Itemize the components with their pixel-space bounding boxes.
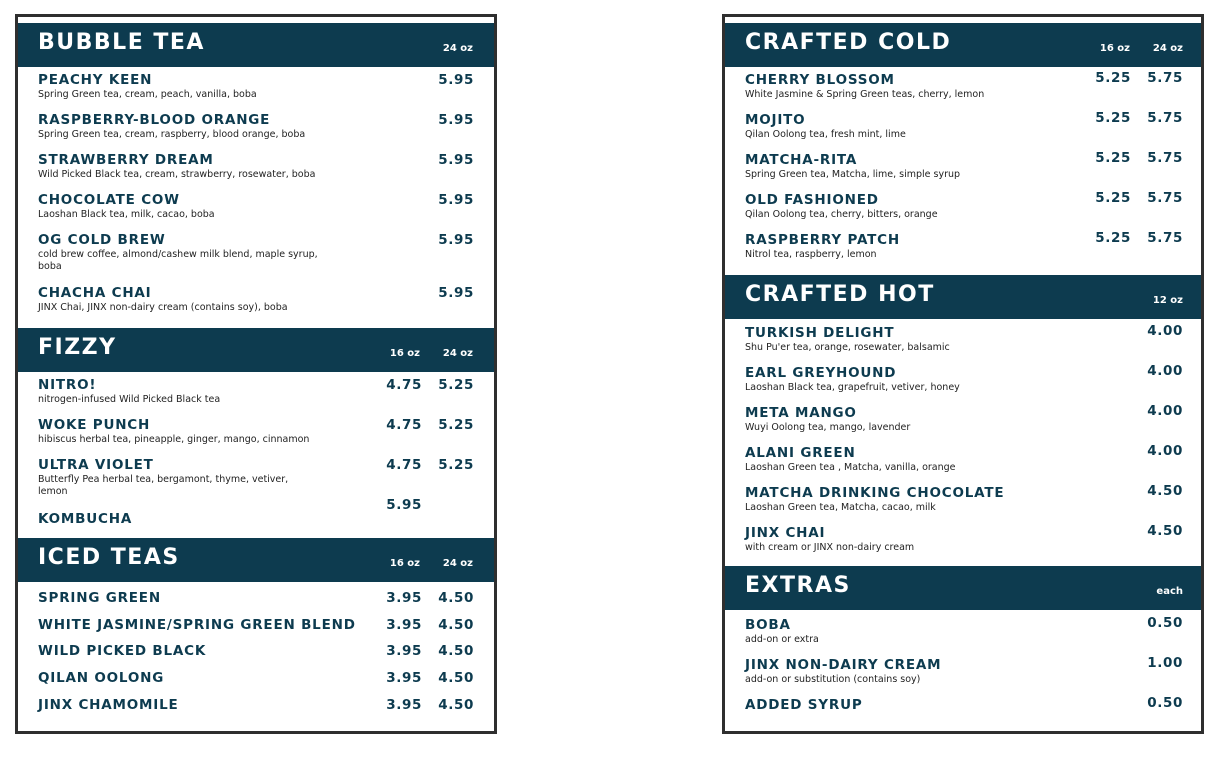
item-description: Laoshan Green tea , Matcha, vanilla, orange xyxy=(745,462,956,473)
size-label: 24 oz xyxy=(442,558,473,569)
size-label: 12 oz xyxy=(1152,295,1183,306)
item-description: Qilan Oolong tea, fresh mint, lime xyxy=(745,129,906,140)
section-title: CRAFTED HOT xyxy=(745,282,935,307)
item-name: MATCHA-RITA xyxy=(745,152,858,168)
item-description: add-on or extra xyxy=(745,634,819,645)
item-price: 4.00 xyxy=(1147,363,1183,379)
item-name: JINX CHAMOMILE xyxy=(38,697,179,713)
item-price: 5.95 xyxy=(438,232,474,248)
item-name: CHOCOLATE COW xyxy=(38,192,180,208)
item-price: 5.25 xyxy=(438,457,474,473)
size-label: 16 oz xyxy=(1099,43,1130,54)
item-name: TURKISH DELIGHT xyxy=(745,325,895,341)
size-label: 16 oz xyxy=(389,348,420,359)
size-label: each xyxy=(1156,586,1183,597)
item-name: WILD PICKED BLACK xyxy=(38,643,207,659)
item-description: Laoshan Black tea, grapefruit, vetiver, honey xyxy=(745,382,960,393)
item-name: WOKE PUNCH xyxy=(38,417,151,433)
item-price: 5.25 xyxy=(438,377,474,393)
item-name: STRAWBERRY DREAM xyxy=(38,152,214,168)
section-header-fizzy xyxy=(18,328,494,372)
item-description: Spring Green tea, cream, raspberry, blood orange, boba xyxy=(38,129,306,140)
item-price: 4.75 xyxy=(386,417,422,433)
item-price: 4.00 xyxy=(1147,323,1183,339)
item-name: OLD FASHIONED xyxy=(745,192,879,208)
item-description: Laoshan Black tea, milk, cacao, boba xyxy=(38,209,215,220)
size-label: 24 oz xyxy=(442,43,473,54)
item-name: JINX CHAI xyxy=(745,525,826,541)
item-price: 4.00 xyxy=(1147,443,1183,459)
item-description: with cream or JINX non-dairy cream xyxy=(745,542,915,553)
item-name: META MANGO xyxy=(745,405,857,421)
item-price: 5.25 xyxy=(1095,70,1131,86)
item-name: RASPBERRY PATCH xyxy=(745,232,900,248)
item-price: 4.50 xyxy=(438,697,474,713)
item-description: hibiscus herbal tea, pineapple, ginger, mango, cinnamon xyxy=(38,434,310,445)
item-description: Spring Green tea, Matcha, lime, simple syrup xyxy=(745,169,961,180)
item-description: Nitrol tea, raspberry, lemon xyxy=(745,249,877,260)
menu-board-left xyxy=(15,14,497,734)
item-description: Wuyi Oolong tea, mango, lavender xyxy=(745,422,911,433)
item-price: 5.75 xyxy=(1147,110,1183,126)
item-price: 5.95 xyxy=(438,152,474,168)
section-header-bubble-tea xyxy=(18,23,494,67)
section-title: EXTRAS xyxy=(745,573,851,598)
item-name: EARL GREYHOUND xyxy=(745,365,897,381)
item-name: WHITE JASMINE/SPRING GREEN BLEND xyxy=(38,617,356,633)
item-description: White Jasmine & Spring Green teas, cherry, lemon xyxy=(745,89,985,100)
item-price: 5.25 xyxy=(1095,190,1131,206)
item-price: 4.00 xyxy=(1147,403,1183,419)
item-description: nitrogen-infused Wild Picked Black tea xyxy=(38,394,221,405)
item-name: MOJITO xyxy=(745,112,806,128)
item-description: Wild Picked Black tea, cream, strawberry, rosewater, boba xyxy=(38,169,316,180)
section-title: CRAFTED COLD xyxy=(745,30,952,55)
item-price: 5.75 xyxy=(1147,150,1183,166)
item-price: 4.75 xyxy=(386,457,422,473)
item-name: MATCHA DRINKING CHOCOLATE xyxy=(745,485,1005,501)
item-name: ALANI GREEN xyxy=(745,445,856,461)
section-title: ICED TEAS xyxy=(38,545,180,570)
item-price: 4.50 xyxy=(438,590,474,606)
item-name: KOMBUCHA xyxy=(38,511,133,527)
item-name: CHACHA CHAI xyxy=(38,285,152,301)
item-name: OG COLD BREW xyxy=(38,232,166,248)
item-description: add-on or substitution (contains soy) xyxy=(745,674,921,685)
size-label: 24 oz xyxy=(442,348,473,359)
item-price: 3.95 xyxy=(386,670,422,686)
item-price: 0.50 xyxy=(1147,695,1183,711)
item-description: Shu Pu'er tea, orange, rosewater, balsamic xyxy=(745,342,950,353)
item-price: 5.75 xyxy=(1147,190,1183,206)
item-price: 5.25 xyxy=(438,417,474,433)
item-price: 5.95 xyxy=(438,72,474,88)
section-title: BUBBLE TEA xyxy=(38,30,205,55)
item-price: 3.95 xyxy=(386,643,422,659)
item-price: 3.95 xyxy=(386,697,422,713)
item-name: CHERRY BLOSSOM xyxy=(745,72,895,88)
item-price: 4.50 xyxy=(438,670,474,686)
item-price: 5.95 xyxy=(386,497,422,513)
item-price: 5.25 xyxy=(1095,230,1131,246)
item-name: SPRING GREEN xyxy=(38,590,161,606)
section-header-crafted-hot xyxy=(725,275,1201,319)
item-price: 5.25 xyxy=(1095,150,1131,166)
item-price: 4.75 xyxy=(386,377,422,393)
item-name: QILAN OOLONG xyxy=(38,670,165,686)
item-price: 4.50 xyxy=(1147,523,1183,539)
item-description: Qilan Oolong tea, cherry, bitters, orange xyxy=(745,209,938,220)
item-price: 4.50 xyxy=(1147,483,1183,499)
item-price: 5.95 xyxy=(438,285,474,301)
item-description: Butterfly Pea herbal tea, bergamont, thyme, vetiver, lemon xyxy=(38,474,289,497)
section-header-crafted-cold xyxy=(725,23,1201,67)
size-label: 16 oz xyxy=(389,558,420,569)
item-price: 0.50 xyxy=(1147,615,1183,631)
size-label: 24 oz xyxy=(1152,43,1183,54)
item-name: PEACHY KEEN xyxy=(38,72,153,88)
item-name: BOBA xyxy=(745,617,791,633)
item-name: ULTRA VIOLET xyxy=(38,457,154,473)
item-price: 3.95 xyxy=(386,590,422,606)
item-name: ADDED SYRUP xyxy=(745,697,863,713)
item-price: 4.50 xyxy=(438,643,474,659)
item-price: 3.95 xyxy=(386,617,422,633)
item-price: 5.95 xyxy=(438,192,474,208)
item-price: 5.75 xyxy=(1147,230,1183,246)
item-price: 5.95 xyxy=(438,112,474,128)
item-name: JINX NON-DAIRY CREAM xyxy=(745,657,942,673)
item-price: 5.75 xyxy=(1147,70,1183,86)
item-price: 5.25 xyxy=(1095,110,1131,126)
section-header-iced-teas xyxy=(18,538,494,582)
item-description: JINX Chai, JINX non-dairy cream (contains soy), boba xyxy=(38,302,288,313)
item-description: Spring Green tea, cream, peach, vanilla, boba xyxy=(38,89,257,100)
item-name: NITRO! xyxy=(38,377,97,393)
item-name: RASPBERRY-BLOOD ORANGE xyxy=(38,112,271,128)
section-header-extras xyxy=(725,566,1201,610)
item-description: Laoshan Green tea, Matcha, cacao, milk xyxy=(745,502,936,513)
menu-board-right xyxy=(722,14,1204,734)
item-description: cold brew coffee, almond/cashew milk blend, maple syrup, boba xyxy=(38,249,318,272)
item-price: 1.00 xyxy=(1147,655,1183,671)
item-price: 4.50 xyxy=(438,617,474,633)
section-title: FIZZY xyxy=(38,335,117,360)
